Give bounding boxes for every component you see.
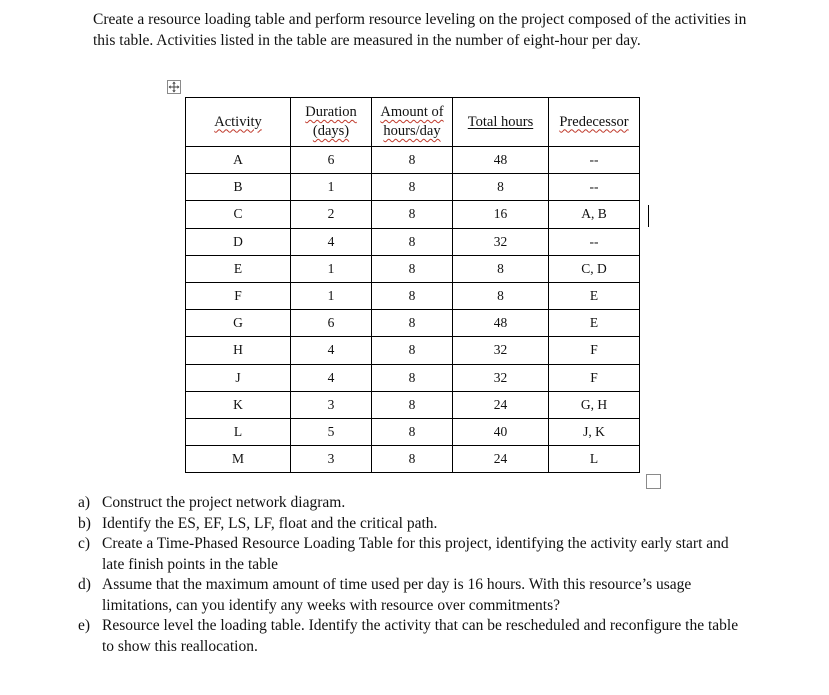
- header-amount: Amount of hours/day: [372, 98, 453, 147]
- cell-duration: 6: [291, 147, 372, 174]
- cell-amount: 8: [372, 147, 453, 174]
- table-row: [186, 201, 640, 228]
- cell-total: 48: [453, 310, 549, 337]
- cell-amount: 8: [372, 337, 453, 364]
- cell-duration: 5: [291, 418, 372, 445]
- cell-amount: 8: [372, 364, 453, 391]
- table-row: [186, 418, 640, 445]
- cell-predecessor: A, B: [549, 201, 640, 228]
- cell-duration: 1: [291, 255, 372, 282]
- task-text: Resource level the loading table. Identify the activity that can be rescheduled and reconfigure the table to show this reallocation.: [102, 617, 739, 655]
- task-label: d): [78, 576, 91, 593]
- cell-duration: 6: [291, 310, 372, 337]
- cell-predecessor: F: [549, 337, 640, 364]
- list-item: [78, 514, 748, 535]
- cell-amount: 8: [372, 255, 453, 282]
- table-row: [186, 446, 640, 473]
- cell-duration: 4: [291, 337, 372, 364]
- cell-activity: D: [186, 228, 291, 255]
- cell-activity: E: [186, 255, 291, 282]
- table-row: [186, 364, 640, 391]
- cell-amount: 8: [372, 310, 453, 337]
- cell-amount: 8: [372, 418, 453, 445]
- task-text: Create a Time-Phased Resource Loading Table for this project, identifying the activity early start and late finish points in the table: [102, 535, 729, 573]
- cell-predecessor: --: [549, 174, 640, 201]
- cell-duration: 2: [291, 201, 372, 228]
- cell-activity: K: [186, 391, 291, 418]
- cell-predecessor: L: [549, 446, 640, 473]
- cell-amount: 8: [372, 282, 453, 309]
- cell-activity: G: [186, 310, 291, 337]
- cell-amount: 8: [372, 174, 453, 201]
- cell-total: 24: [453, 391, 549, 418]
- cell-total: 16: [453, 201, 549, 228]
- table-row: [186, 147, 640, 174]
- move-arrows-icon[interactable]: [167, 80, 181, 94]
- cell-predecessor: E: [549, 310, 640, 337]
- list-item: [78, 575, 748, 616]
- table-row: [186, 282, 640, 309]
- cell-total: 32: [453, 228, 549, 255]
- table-row: [186, 174, 640, 201]
- cell-activity: L: [186, 418, 291, 445]
- table-header-row: [186, 98, 640, 147]
- cell-total: 8: [453, 174, 549, 201]
- header-predecessor: Predecessor: [549, 98, 640, 147]
- cell-total: 24: [453, 446, 549, 473]
- table-row: [186, 255, 640, 282]
- cell-total: 40: [453, 418, 549, 445]
- cell-duration: 3: [291, 391, 372, 418]
- list-item: [78, 616, 748, 657]
- text-cursor: [648, 205, 649, 227]
- header-activity: Activity: [186, 98, 291, 147]
- cell-duration: 1: [291, 174, 372, 201]
- cell-total: 48: [453, 147, 549, 174]
- cell-activity: H: [186, 337, 291, 364]
- cell-activity: A: [186, 147, 291, 174]
- cell-predecessor: --: [549, 147, 640, 174]
- task-text: Construct the project network diagram.: [102, 494, 346, 511]
- list-item: [78, 534, 748, 575]
- cell-duration: 4: [291, 364, 372, 391]
- cell-predecessor: --: [549, 228, 640, 255]
- table-row: [186, 391, 640, 418]
- cell-total: 32: [453, 364, 549, 391]
- table-row: [186, 228, 640, 255]
- header-duration: Duration (days): [291, 98, 372, 147]
- cell-total: 32: [453, 337, 549, 364]
- intro-paragraph: Create a resource loading table and perform resource leveling on the project composed of the activities in this table. Activities listed in the table are measured in the number of eight-hour per day.: [93, 11, 747, 49]
- cell-amount: 8: [372, 228, 453, 255]
- cell-activity: J: [186, 364, 291, 391]
- cell-predecessor: F: [549, 364, 640, 391]
- cell-total: 8: [453, 255, 549, 282]
- resize-square-icon[interactable]: [646, 474, 661, 489]
- cell-predecessor: C, D: [549, 255, 640, 282]
- task-label: b): [78, 514, 91, 532]
- task-text: Assume that the maximum amount of time used per day is 16 hours. With this resource’s usage limitations, can you identify any weeks with resource over commitments?: [102, 576, 692, 614]
- cell-predecessor: J, K: [549, 418, 640, 445]
- cell-activity: M: [186, 446, 291, 473]
- cell-activity: B: [186, 174, 291, 201]
- cell-predecessor: E: [549, 282, 640, 309]
- cell-duration: 1: [291, 282, 372, 309]
- cell-amount: 8: [372, 201, 453, 228]
- cell-activity: C: [186, 201, 291, 228]
- task-text: Identify the ES, EF, LS, LF, float and the critical path.: [102, 514, 438, 532]
- cell-activity: F: [186, 282, 291, 309]
- cell-duration: 4: [291, 228, 372, 255]
- task-label: c): [78, 535, 91, 552]
- header-total-hours: Total hours: [453, 98, 549, 147]
- table-row: [186, 337, 640, 364]
- cell-amount: 8: [372, 391, 453, 418]
- cell-duration: 3: [291, 446, 372, 473]
- move-arrows-glyph: [168, 81, 180, 93]
- task-label: a): [78, 494, 91, 511]
- task-list: [78, 493, 748, 657]
- cell-amount: 8: [372, 446, 453, 473]
- list-item: [78, 493, 748, 514]
- task-label: e): [78, 617, 91, 634]
- table-row: [186, 310, 640, 337]
- cell-predecessor: G, H: [549, 391, 640, 418]
- cell-total: 8: [453, 282, 549, 309]
- resource-table: [185, 97, 640, 473]
